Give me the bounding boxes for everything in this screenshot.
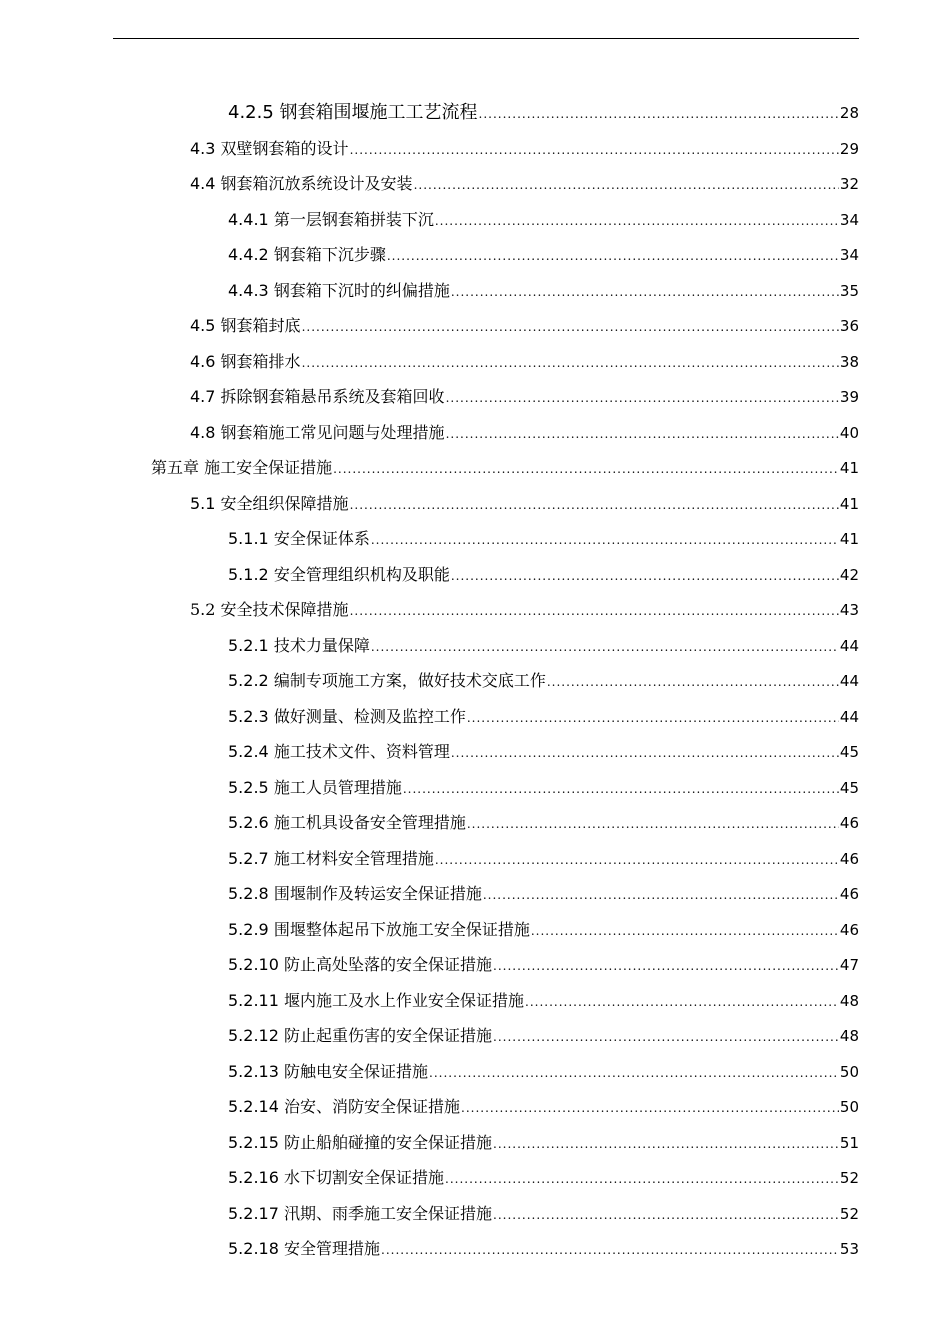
toc-entry-5-2-10[interactable]: 5.2.10 防止高处坠落的安全保证措施 ..... 47	[228, 950, 859, 980]
header-rule	[113, 38, 859, 39]
dot-leader	[493, 1129, 839, 1159]
toc-entry-4-8[interactable]: 4.8 钢套箱施工常见问题与处理措施 ..... 40	[190, 418, 859, 448]
page-number: 44	[839, 637, 859, 655]
page-number: 48	[839, 1027, 859, 1045]
page-number: 47	[839, 956, 859, 974]
dot-leader	[446, 419, 839, 449]
dot-leader	[414, 170, 839, 200]
page-number: 34	[839, 246, 859, 264]
dot-leader	[302, 312, 839, 342]
toc-entry-4-5[interactable]: 4.5 钢套箱封底 ..... 36	[190, 311, 859, 341]
page-number: 41	[839, 459, 859, 477]
page-number: 50	[839, 1063, 859, 1081]
dot-leader	[403, 774, 839, 804]
page-number: 44	[839, 708, 859, 726]
toc-entry-5-1-1[interactable]: 5.1.1 安全保证体系 ..... 41	[228, 524, 859, 554]
page-number: 52	[839, 1169, 859, 1187]
toc-entry-4-4-3[interactable]: 4.4.3 钢套箱下沉时的纠偏措施 ..... 35	[228, 276, 859, 306]
page-number: 46	[839, 850, 859, 868]
dot-leader	[387, 241, 839, 271]
page-number: 42	[839, 566, 859, 584]
page-number: 29	[839, 140, 859, 158]
dot-leader	[350, 135, 839, 165]
page-number: 53	[839, 1240, 859, 1258]
page-number: 45	[839, 743, 859, 761]
dot-leader	[429, 1058, 839, 1088]
page-number: 50	[839, 1098, 859, 1116]
toc-entry-5-2-9[interactable]: 5.2.9 围堰整体起吊下放施工安全保证措施 ..... 46	[228, 915, 859, 945]
page-number: 32	[839, 175, 859, 193]
toc-entry-5-2-11[interactable]: 5.2.11 堰内施工及水上作业安全保证措施 ..... 48	[228, 986, 859, 1016]
toc-entry-5-2-17[interactable]: 5.2.17 汛期、雨季施工安全保证措施 ..... 52	[228, 1199, 859, 1229]
dot-leader	[451, 277, 839, 307]
toc-entry-5-2-6[interactable]: 5.2.6 施工机具设备安全管理措施 ..... 46	[228, 808, 859, 838]
dot-leader	[445, 1164, 839, 1194]
toc-entry-5-2-15[interactable]: 5.2.15 防止船舶碰撞的安全保证措施 ..... 51	[228, 1128, 859, 1158]
page-number: 46	[839, 921, 859, 939]
dot-leader	[467, 809, 839, 839]
toc-entry-5-2-14[interactable]: 5.2.14 治安、消防安全保证措施 ..... 50	[228, 1092, 859, 1122]
page-number: 41	[839, 495, 859, 513]
page-number: 46	[839, 885, 859, 903]
dot-leader	[451, 738, 839, 768]
page-number: 35	[839, 282, 859, 300]
dot-leader	[493, 951, 839, 981]
page-number: 48	[839, 992, 859, 1010]
dot-leader	[493, 1022, 839, 1052]
dot-leader	[350, 596, 839, 626]
toc-entry-4-2-5[interactable]: 4.2.5 钢套箱围堰施工工艺流程 ..... 28	[228, 98, 859, 128]
toc-entry-5-2-18[interactable]: 5.2.18 安全管理措施 ..... 53	[228, 1234, 859, 1264]
page-number: 44	[839, 672, 859, 690]
dot-leader	[493, 1200, 839, 1230]
dot-leader	[435, 206, 839, 236]
dot-leader	[461, 1093, 839, 1123]
page-number: 39	[839, 388, 859, 406]
dot-leader	[531, 916, 839, 946]
toc-entry-5-2-3[interactable]: 5.2.3 做好测量、检测及监控工作 ..... 44	[228, 702, 859, 732]
toc-entry-5-2-7[interactable]: 5.2.7 施工材料安全管理措施 ..... 46	[228, 844, 859, 874]
dot-leader	[483, 880, 839, 910]
dot-leader	[451, 561, 839, 591]
dot-leader	[371, 632, 839, 662]
page-number: 36	[839, 317, 859, 335]
toc-entry-5-2-1[interactable]: 5.2.1 技术力量保障 ..... 44	[228, 631, 859, 661]
dot-leader	[333, 454, 839, 484]
dot-leader	[371, 525, 839, 555]
dot-leader	[302, 348, 839, 378]
page-number: 52	[839, 1205, 859, 1223]
page-number: 28	[839, 104, 859, 122]
toc-entry-5-1[interactable]: 5.1 安全组织保障措施 ..... 41	[190, 489, 859, 519]
toc-entry-5-2-2[interactable]: 5.2.2 编制专项施工方案，做好技术交底工作 ..... 44	[228, 666, 859, 696]
toc-entry-4-6[interactable]: 4.6 钢套箱排水 ..... 38	[190, 347, 859, 377]
page-number: 43	[839, 601, 859, 619]
dot-leader	[479, 99, 839, 129]
page-number: 45	[839, 779, 859, 797]
toc-entry-4-4-2[interactable]: 4.4.2 钢套箱下沉步骤 ..... 34	[228, 240, 859, 270]
dot-leader	[381, 1235, 839, 1265]
page-number: 38	[839, 353, 859, 371]
toc-entry-5-2-4[interactable]: 5.2.4 施工技术文件、资料管理 ..... 45	[228, 737, 859, 767]
toc-entry-5-1-2[interactable]: 5.1.2 安全管理组织机构及职能 ..... 42	[228, 560, 859, 590]
dot-leader	[525, 987, 839, 1017]
page-number: 51	[839, 1134, 859, 1152]
toc-entry-5-2-12[interactable]: 5.2.12 防止起重伤害的安全保证措施 ..... 48	[228, 1021, 859, 1051]
toc-entry-4-3[interactable]: 4.3 双壁钢套箱的设计 ..... 29	[190, 134, 859, 164]
toc-entry-4-7[interactable]: 4.7 拆除钢套箱悬吊系统及套箱回收 ..... 39	[190, 382, 859, 412]
toc-entry-4-4-1[interactable]: 4.4.1 第一层钢套箱拼装下沉 ..... 34	[228, 205, 859, 235]
dot-leader	[547, 667, 839, 697]
page-number: 41	[839, 530, 859, 548]
page-number: 40	[839, 424, 859, 442]
toc-entry-5-2-8[interactable]: 5.2.8 围堰制作及转运安全保证措施 ..... 46	[228, 879, 859, 909]
page-number: 46	[839, 814, 859, 832]
dot-leader	[446, 383, 839, 413]
toc-entry-5-2-5[interactable]: 5.2.5 施工人员管理措施 ..... 45	[228, 773, 859, 803]
dot-leader	[467, 703, 839, 733]
toc-entry-5-2-13[interactable]: 5.2.13 防触电安全保证措施 ..... 50	[228, 1057, 859, 1087]
dot-leader	[435, 845, 839, 875]
toc-entry-5-2-16[interactable]: 5.2.16 水下切割安全保证措施 ..... 52	[228, 1163, 859, 1193]
toc-entry-5-2[interactable]: 5.2 安全技术保障措施 ..... 43	[190, 595, 859, 625]
toc-entry-4-4[interactable]: 4.4 钢套箱沉放系统设计及安装 ..... 32	[190, 169, 859, 199]
toc-entry-chapter-5[interactable]: 第五章 施工安全保证措施 ..... 41	[151, 453, 859, 483]
dot-leader	[350, 490, 839, 520]
page-number: 34	[839, 211, 859, 229]
